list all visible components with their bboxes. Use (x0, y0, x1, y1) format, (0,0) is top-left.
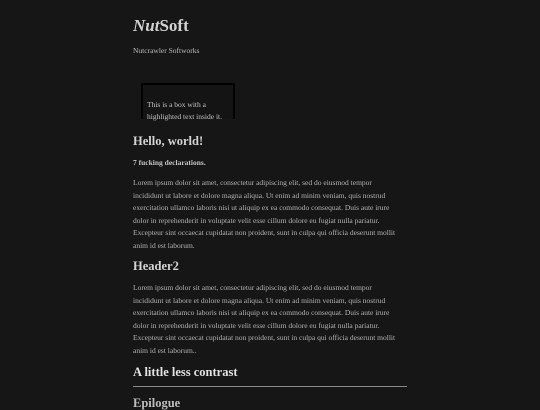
highlight-box-text (147, 99, 233, 123)
site-subtitle: Nutcrawler Softworks (133, 46, 200, 55)
site-title-italic: Nut (133, 16, 160, 35)
paragraph-line: Lorem ipsum dolor sit amet, consectetur adipiscing elit, sed do eiusmod tempor (133, 178, 372, 187)
section-heading-hello: Hello, world! (133, 134, 204, 148)
highlight-box (141, 83, 235, 119)
paragraph-line: Excepteur sint occaecat cupidatat non proident, sunt in culpa qui officia deserunt mollit (133, 333, 396, 342)
horizontal-rule (133, 386, 407, 387)
site-title-rest: Soft (159, 16, 189, 35)
paragraph-lorem-2 (133, 282, 407, 357)
paragraph-line: anim id est laborum. (133, 240, 195, 250)
paragraph-line: exercitation ullamco laboris nisi ut aliquip ex ea commodo consequat. Duis aute irure (133, 308, 390, 317)
section-heading-contrast: A little less contrast (133, 365, 238, 379)
section-heading-epilogue: Epilogue (133, 396, 181, 410)
site-title[interactable] (133, 16, 189, 36)
paragraph-line: dolor in reprehenderit in voluptate velit esse cillum dolore eu fugiat nulla pariatur. (133, 320, 380, 330)
highlight-box-line: highlighted text inside it. (147, 112, 222, 121)
paragraph-line: Lorem ipsum dolor sit amet, consectetur adipiscing elit, sed do eiusmod tempor (133, 283, 372, 292)
paragraph-line: dolor in reprehenderit in voluptate velit esse cillum dolore eu fugiat nulla pariatur. (133, 215, 380, 225)
section-subheading: 7 fucking declarations. (133, 158, 206, 167)
paragraph-line: incididunt ut labore et dolore magna aliqua. Ut enim ad minim veniam, quis nostrud (133, 295, 386, 305)
highlight-box-line: This is a box with a (147, 100, 206, 109)
paragraph-line: incididunt ut labore et dolore magna aliqua. Ut enim ad minim veniam, quis nostrud (133, 190, 386, 200)
section-heading-header2: Header2 (133, 259, 179, 273)
paragraph-line: Excepteur sint occaecat cupidatat non proident, sunt in culpa qui officia deserunt mollit (133, 228, 396, 237)
paragraph-lorem-1 (133, 177, 407, 252)
paragraph-line: exercitation ullamco laboris nisi ut aliquip ex ea commodo consequat. Duis aute irure (133, 203, 390, 212)
paragraph-line: anim id est laborum.. (133, 345, 197, 355)
